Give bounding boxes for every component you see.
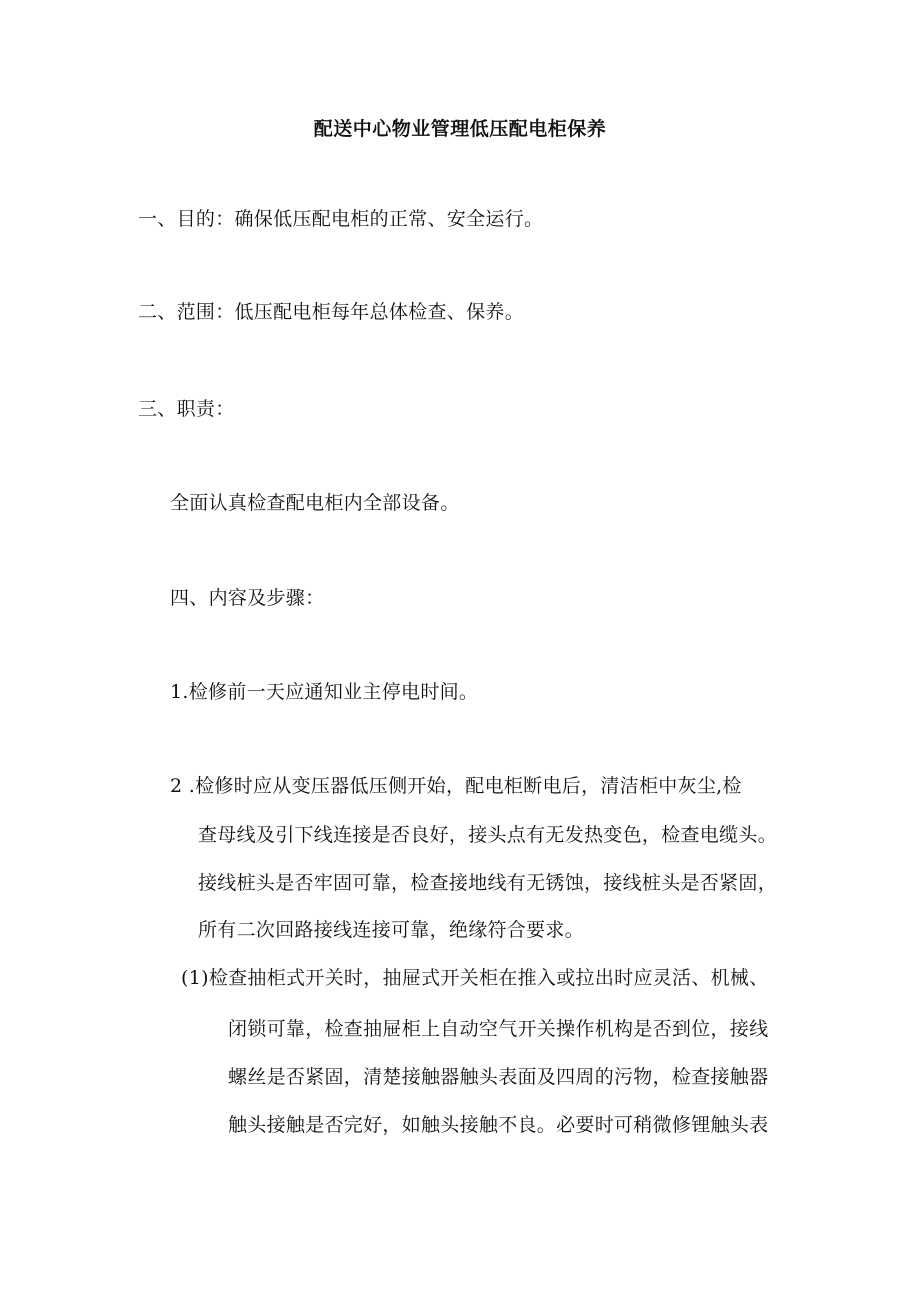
document-title: 配送中心物业管理低压配电柜保养 xyxy=(313,118,607,140)
step-1: 1.检修前一天应通知业主停电时间。 xyxy=(170,681,479,703)
step-2-line: 所有二次回路接线连接可靠，绝缘符合要求。 xyxy=(198,919,585,941)
section-duty-text: 全面认真检查配电柜内全部设备。 xyxy=(170,492,460,514)
step-2-line: 2 .检修时应从变压器低压侧开始，配电柜断电后，清洁柜中灰尘,检 xyxy=(170,775,742,797)
sub-item-1-line: 闭锁可靠，检查抽屉柜上自动空气开关操作机构是否到位，接线 xyxy=(228,1018,769,1040)
section-purpose: 一、目的：确保低压配电柜的正常、安全运行。 xyxy=(138,208,544,230)
step-2-line: 接线桩头是否牢固可靠，检查接地线有无锈蚀，接线桩头是否紧固， xyxy=(198,872,778,894)
sub-item-1-line: 螺丝是否紧固，清楚接触器触头表面及四周的污物，检查接触器 xyxy=(228,1066,769,1088)
sub-item-1-line: 触头接触是否完好，如触头接触不良。必要时可稍微修锂触头表 xyxy=(228,1114,769,1136)
sub-item-1-line: (1)检查抽柜式开关时，抽屉式开关柜在推入或拉出时应灵活、机械、 xyxy=(181,967,769,989)
section-content-heading: 四、内容及步骤： xyxy=(170,587,325,609)
section-scope: 二、范围：低压配电柜每年总体检查、保养。 xyxy=(138,301,525,323)
step-2-line: 查母线及引下线连接是否良好，接头点有无发热变色，检查电缆头。 xyxy=(198,824,778,846)
section-duty-heading: 三、职责： xyxy=(138,398,235,420)
